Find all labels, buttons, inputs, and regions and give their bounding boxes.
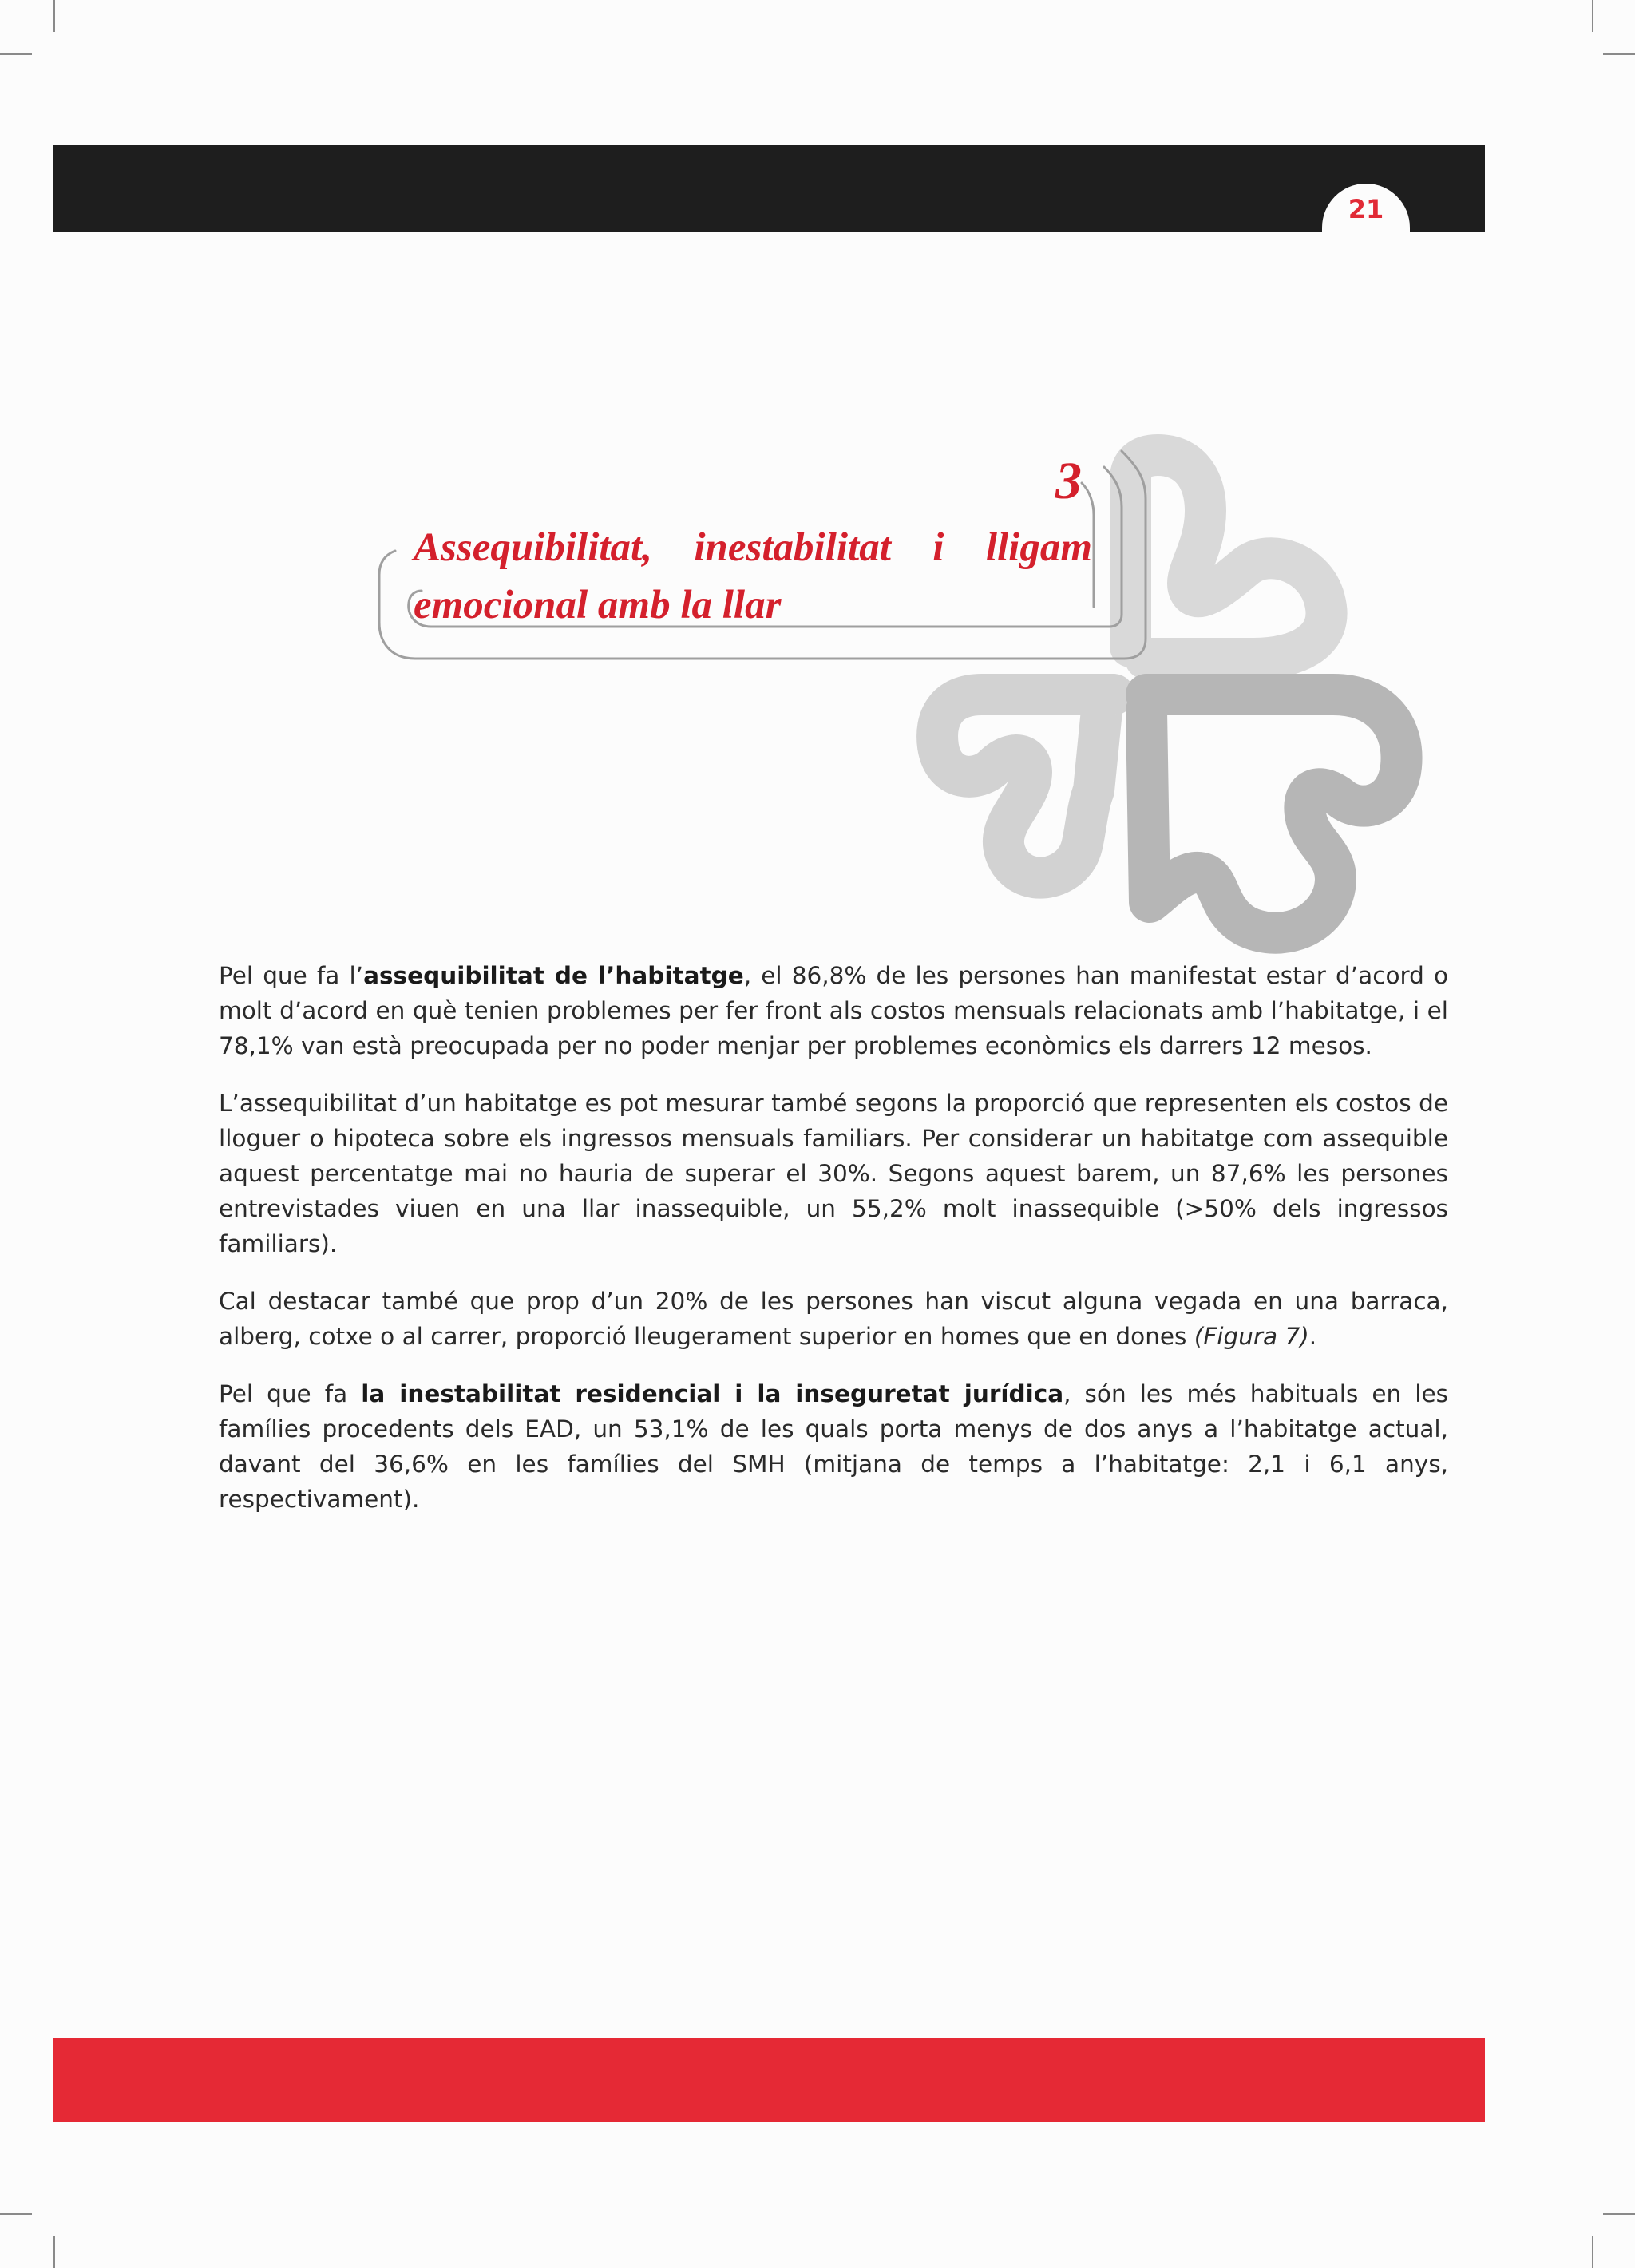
paragraph-text: , són les més habituals en les famílies procedents dels EAD, un 53,1% de les quals porta menys de dos anys a l’habitatge actual, davant del 36,6% en les famílies del SMH (mitjana de temps a l’habitatge: 2,1 i 6,1 anys, respectivament). bbox=[219, 1380, 1448, 1513]
paragraph-text: Pel que fa bbox=[219, 1380, 362, 1407]
paragraph bbox=[219, 958, 1448, 1063]
chapter-title-line: Assequibilitat, inestabilitat i lligam bbox=[414, 525, 1092, 570]
emblem-left-lobe bbox=[937, 695, 1114, 878]
paragraph-bold: assequibilitat de l’habitatge bbox=[363, 962, 744, 989]
paragraph-text: Pel que fa l’ bbox=[219, 962, 364, 989]
emblem-right-lobe bbox=[1146, 695, 1402, 933]
crop-mark bbox=[1592, 2236, 1593, 2268]
paragraph-text: , el 86,8% de les persones han manifestat estar d’acord o molt d’acord en què tenien problemes per fer front als costos mensuals relacionats amb l’habitatge, i el 78,1% van està preocupada per no poder menjar per problemes econòmics els darrers 12 mesos. bbox=[219, 962, 1449, 1059]
paragraph-bold: la inestabilitat residencial i la inseguretat jurídica bbox=[361, 1380, 1064, 1407]
paragraph bbox=[219, 1086, 1448, 1261]
paragraph-text: Cal destacar també que prop d’un 20% de les persones han viscut alguna vegada en una barraca, alberg, cotxe o al carrer, proporció lleugerament superior en homes que en dones bbox=[219, 1288, 1448, 1350]
crop-mark bbox=[1592, 0, 1593, 32]
paragraph-text: L’assequibilitat d’un habitatge es pot mesurar també segons la proporció que representen els costos de lloguer o hipoteca sobre els ingressos mensuals familiars. Per considerar un habitatge com assequible aquest percentatge mai no hauria de superar el 30%. Segons aquest barem, un 87,6% les persones entrevistades viuen en una llar inassequible, un 55,2% molt inassequible (>50% dels ingressos familiars). bbox=[219, 1090, 1448, 1257]
crop-mark bbox=[0, 53, 32, 55]
paragraph-text: . bbox=[1308, 1323, 1317, 1350]
crop-mark bbox=[53, 0, 55, 32]
figure-reference: (Figura 7) bbox=[1194, 1323, 1309, 1350]
chapter-title bbox=[414, 519, 1092, 634]
emblem-top-lobe bbox=[1130, 455, 1327, 659]
crop-mark bbox=[1603, 53, 1635, 55]
crop-mark bbox=[0, 2213, 32, 2215]
footer-band bbox=[53, 2038, 1485, 2122]
header-band bbox=[53, 145, 1485, 232]
paragraph bbox=[219, 1284, 1448, 1354]
chapter-title-line: emocional amb la llar bbox=[414, 583, 782, 627]
chapter-number: 3 bbox=[1055, 452, 1082, 510]
page-number: 21 bbox=[1348, 194, 1384, 224]
paragraph bbox=[219, 1376, 1448, 1517]
crop-mark bbox=[1603, 2213, 1635, 2215]
body-text bbox=[219, 958, 1448, 1539]
crop-mark bbox=[53, 2236, 55, 2268]
